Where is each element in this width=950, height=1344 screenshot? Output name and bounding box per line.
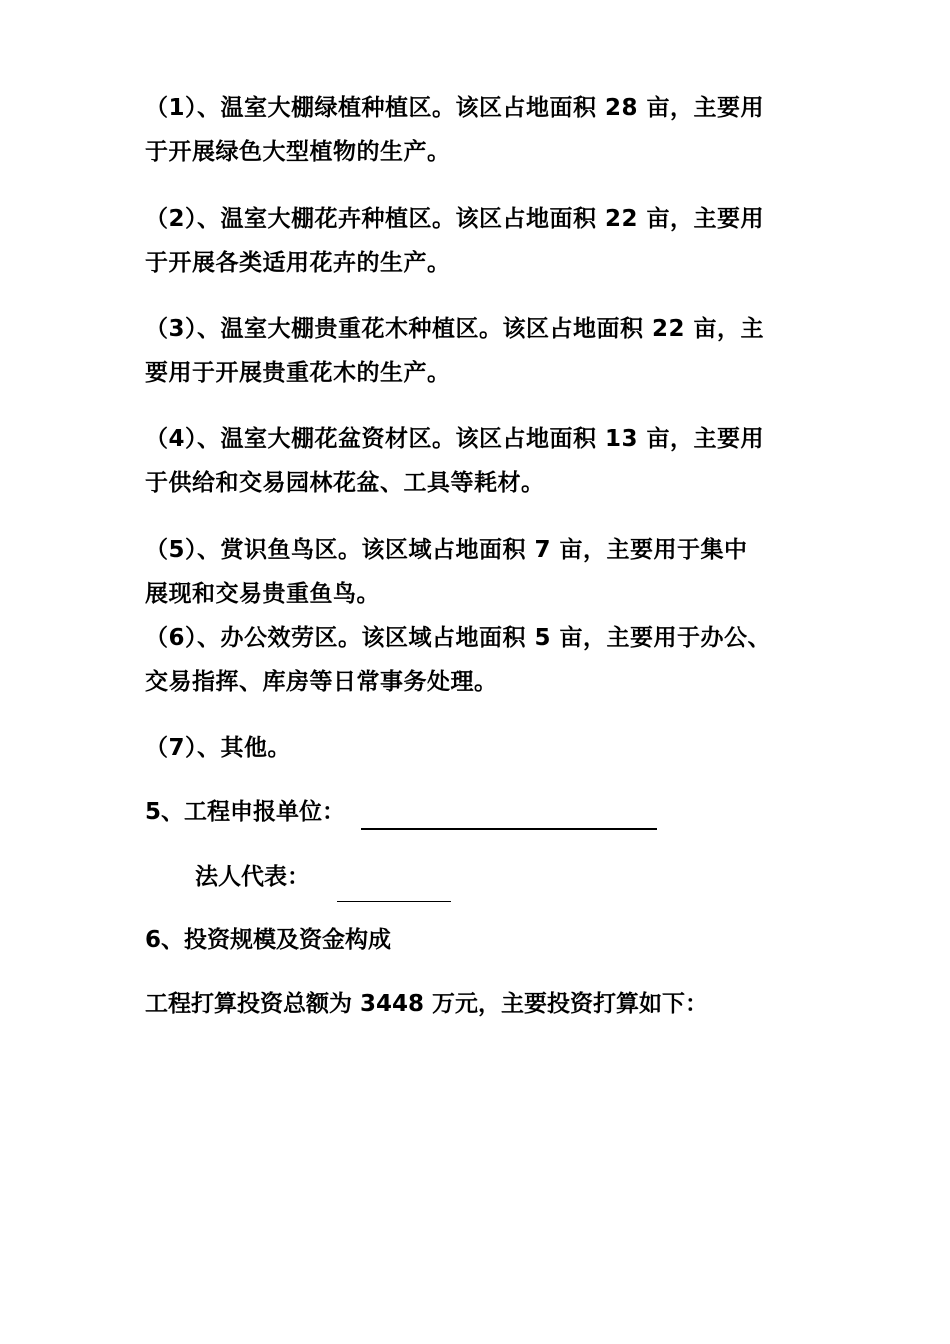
paragraph-line: （6）、办公效劳区。该区域占地面积 5 亩，主要用于办公、 [145,625,772,651]
paragraph-line: 展现和交易贵重鱼鸟。 [145,581,380,607]
list-item-fish-bird-area [145,528,805,616]
paragraph-line: （7）、其他。 [145,735,292,761]
paragraph-line: （3）、温室大棚贵重花木种植区。该区占地面积 22 亩，主 [145,316,765,342]
paragraph-line: 于供给和交易园林花盆、工具等耗材。 [145,470,545,496]
paragraph-line: （5）、赏识鱼鸟区。该区域占地面积 7 亩，主要用于集中 [145,537,748,563]
list-item-other [145,726,805,770]
applicant-label: 5、工程申报单位： [145,799,346,825]
applicant-blank-line [361,828,657,830]
paragraph-line: 交易指挥、库房等日常事务处理。 [145,669,498,695]
legal-rep-label: 法人代表： [195,864,310,890]
paragraph-line: （4）、温室大棚花盆资材区。该区占地面积 13 亩，主要用 [145,426,765,452]
paragraph-line: 要用于开展贵重花木的生产。 [145,360,451,386]
list-item-greenhouse-flowers [145,197,805,285]
list-item-greenhouse-precious-trees [145,307,805,395]
list-item-office-service-area [145,616,805,704]
list-item-greenhouse-green-plants [145,86,805,174]
paragraph-line: （1）、温室大棚绿植种植区。该区占地面积 28 亩，主要用 [145,95,765,121]
paragraph-line: 于开展绿色大型植物的生产。 [145,139,451,165]
legal-rep-blank-line [337,901,451,902]
paragraph-line: （2）、温室大棚花卉种植区。该区占地面积 22 亩，主要用 [145,206,765,232]
investment-text: 工程打算投资总额为 3448 万元，主要投资打算如下： [145,991,709,1017]
paragraph-line: 于开展各类适用花卉的生产。 [145,250,451,276]
list-item-flowerpot-materials [145,417,805,505]
investment-heading: 6、投资规模及资金构成 [145,927,392,953]
